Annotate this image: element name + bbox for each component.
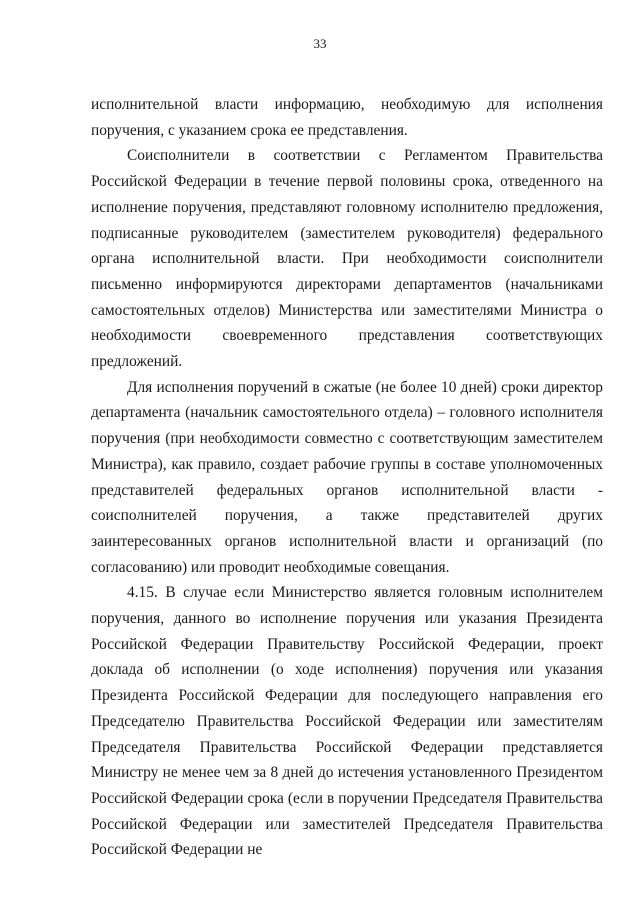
paragraph-4-15: 4.15. В случае если Министерство является головным исполнителем поручения, данного во исполнение поручения или указания Президента Российской Федерации Правительству Российской Федерации, проект доклада об исполнении (о ходе исполнения) поручения или указания Президента Российской Федерации для последующего направления его Председателю Правительства Российской Федерации или заместителям Председателя Правительства Российской Федерации представляется Министру не менее чем за 8 дней до истечения установленного Президентом Российской Федерации срока (если в поручении Председателя Правительства Российской Федерации или заместителей Председателя Правительства Российской Федерации не [91,584,603,859]
paragraph-co-executors: Соисполнители в соответствии с Регламентом Правительства Российской Федерации в течение первой половины срока, отведенного на исполнение поручения, представляют головному исполнителю предложения, подписанные руководителем (заместителем руководителя) федерального органа исполнительной власти. При необходимости соисполнители письменно информируются директорами департаментов (начальниками самостоятельных отделов) Министерства или заместителями Министра о необходимости своевременного представления соответствующих предложений. [91,147,603,371]
document-body [91,92,603,863]
page-number: 33 [313,36,327,51]
paragraph-short-deadlines: Для исполнения поручений в сжатые (не более 10 дней) сроки директор департамента (начальник самостоятельного отдела) – головного исполнителя поручения (при необходимости совместно с соответствующим заместителем Министра), как правило, создает рабочие группы в составе уполномоченных представителей федеральных органов исполнительной власти - соисполнителей поручения, а также представителей других заинтересованных органов исполнительной власти и организаций (по согласованию) или проводит необходимые совещания. [91,378,603,576]
paragraph-continuation: исполнительной власти информацию, необходимую для исполнения поручения, с указанием срока ее представления. [91,96,603,139]
